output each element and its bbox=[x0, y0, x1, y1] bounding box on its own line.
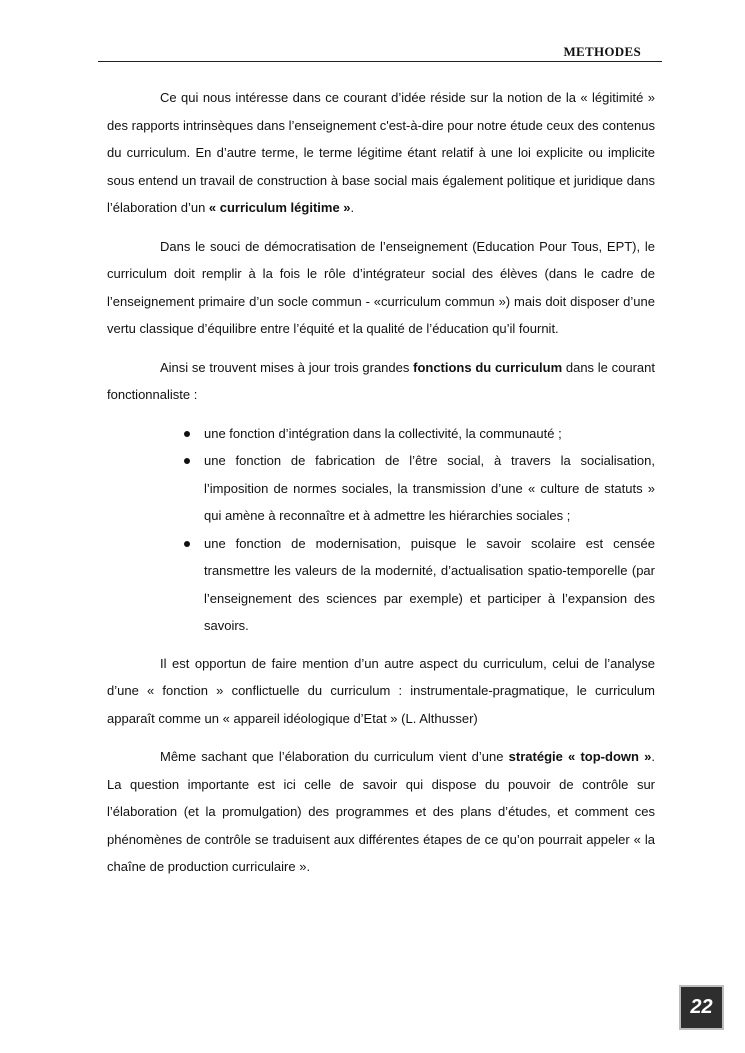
bold-term: « curriculum légitime » bbox=[208, 200, 351, 215]
list-item-text: une fonction d’intégration dans la collectivité, la communauté ; bbox=[204, 425, 562, 441]
list-item-text: une fonction de fabrication de l’être social, à travers la socialisation, l’imposition de normes sociales, la transmission d’une « culture de statuts » qui amène à reconnaître et à admettre les hiérarchies sociales ; bbox=[204, 453, 655, 523]
paragraph-text: Ainsi se trouvent mises à jour trois grandes bbox=[160, 359, 414, 375]
paragraph-text: Même sachant que l’élaboration du curriculum vient d’une bbox=[160, 749, 509, 764]
section-title: METHODES bbox=[563, 44, 641, 59]
paragraph-text: dans le courant fonctionnaliste : bbox=[107, 359, 655, 402]
bullet-icon bbox=[184, 458, 190, 464]
bold-term: stratégie « top-down » bbox=[508, 749, 652, 764]
list-item bbox=[204, 447, 655, 530]
paragraph-democratisation bbox=[107, 233, 655, 343]
page-number: 22 bbox=[690, 996, 713, 1018]
paragraph-text: . La question importante est ici celle de savoir qui dispose du pouvoir de contrôle sur l’élaboration (et la promulgation) des programmes et des plans d’études, et comment ces phénomènes de contrôle se traduisent aux différentes étapes de ce qu’on pourrait appeler « la chaîne de production curriculaire ». bbox=[107, 749, 655, 874]
list-item-text: une fonction de modernisation, puisque le savoir scolaire est censée transmettre les valeurs de la modernité, d’actualisation spatio-temporelle (par l’enseignement des sciences par exemple) et participer à l’expansion des savoirs. bbox=[204, 535, 655, 633]
paragraph-text: Il est opportun de faire mention d’un autre aspect du curriculum, celui de l’analyse d’une « fonction » conflictuelle du curriculum : instrumentale-pragmatique, le curriculum apparaît comme un « appareil idéologique d’Etat » (L. Althusser) bbox=[107, 655, 655, 726]
document-body bbox=[107, 84, 655, 892]
list-item bbox=[204, 420, 655, 448]
bullet-icon bbox=[184, 431, 190, 437]
functions-list bbox=[107, 420, 655, 640]
list-item bbox=[204, 530, 655, 640]
paragraph-legitimite bbox=[107, 84, 655, 222]
paragraph-conflictuelle bbox=[107, 650, 655, 733]
paragraph-top-down bbox=[107, 743, 655, 881]
bullet-icon bbox=[184, 541, 190, 547]
header-rule bbox=[98, 61, 662, 62]
paragraph-fonctions bbox=[107, 354, 655, 409]
paragraph-text: Dans le souci de démocratisation de l’enseignement (Education Pour Tous, EPT), le curriculum doit remplir à la fois le rôle d’intégrateur social des élèves (dans le cadre de l’enseignement primaire d’un socle commun - «curriculum commun ») mais doit disposer d’une vertu classique d’équilibre entre l’équité et la qualité de l’éducation qu’il fournit. bbox=[107, 238, 655, 336]
paragraph-end: . bbox=[350, 200, 355, 215]
page-number-badge bbox=[679, 985, 724, 1030]
paragraph-text: Ce qui nous intéresse dans ce courant d’idée réside sur la notion de la « légitimité » des rapports intrinsèques dans l’enseignement c'est-à-dire pour notre étude ceux des contenus du curriculum. En d’autre terme, le terme légitime étant relatif à une loi explicite ou implicite sous entend un travail de construction à base social mais également politique et juridique dans l’élaboration d’un bbox=[107, 90, 655, 215]
bold-term: fonctions du curriculum bbox=[413, 359, 563, 375]
